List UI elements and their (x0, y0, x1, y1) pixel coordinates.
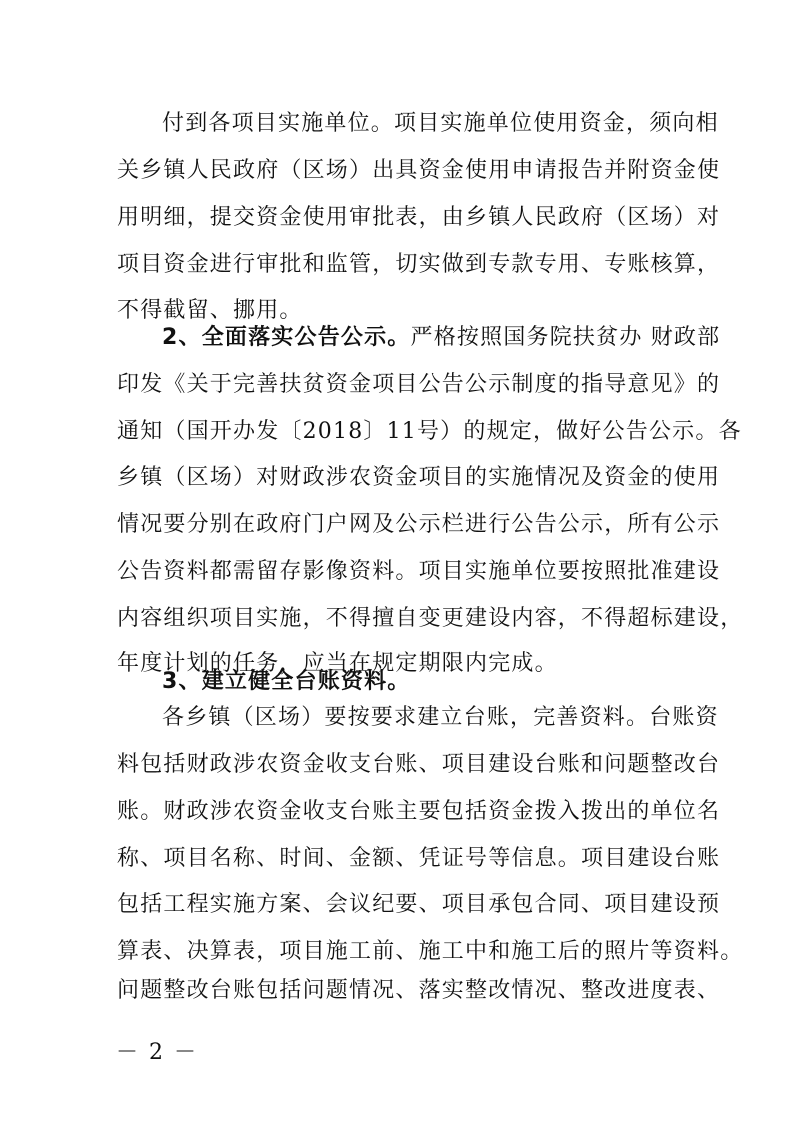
paragraph-line: 称、项目名称、时间、金额、凭证号等信息。项目建设台账 (117, 846, 721, 871)
paragraph-line: 乡镇（区场）对财政涉农资金项目的实施情况及资金的使用 (117, 465, 721, 490)
paragraph-line: 各乡镇（区场）要按要求建立台账，完善资料。台账资 (162, 705, 719, 730)
paragraph-line: 算表、决算表，项目施工前、施工中和施工后的照片等资料。 (117, 939, 744, 964)
paragraph-line: 项目资金进行审批和监管，切实做到专款专用、专账核算， (117, 252, 721, 277)
section-2-line (162, 318, 721, 358)
paragraph-line: 料包括财政涉农资金收支台账、项目建设台账和问题整改台 (117, 752, 721, 777)
paragraph-line: 印发《关于完善扶贫资金项目公告公示制度的指导意见》的 (117, 372, 721, 397)
paragraph-line: 用明细，提交资金使用审批表，由乡镇人民政府（区场）对 (117, 205, 721, 230)
paragraph-line: 问题整改台账包括问题情况、落实整改情况、整改进度表、 (117, 978, 721, 1003)
paragraph-line: 情况要分别在政府门户网及公示栏进行公告公示，所有公示 (117, 512, 721, 537)
paragraph-line: 账。财政涉农资金收支台账主要包括资金拨入拨出的单位名 (117, 799, 721, 824)
paragraph-line: 关乡镇人民政府（区场）出具资金使用申请报告并附资金使 (117, 158, 721, 183)
paragraph-line: 公告资料都需留存影像资料。项目实施单位要按照批准建设 (117, 559, 721, 584)
section-heading-3: 3、建立健全台账资料。 (162, 669, 411, 694)
paragraph-line: 付到各项目实施单位。项目实施单位使用资金，须向相 (162, 111, 719, 136)
paragraph-text: 严格按照国务院扶贫办 财政部 (410, 325, 721, 350)
paragraph-line: 年度计划的任务，应当在规定期限内完成。 (117, 651, 558, 676)
section-heading-2: 2、全面落实公告公示。 (162, 325, 411, 350)
paragraph-line: 内容组织项目实施，不得擅自变更建设内容，不得超标建设， (117, 606, 744, 631)
paragraph-line: 包括工程实施方案、会议纪要、项目承包合同、项目建设预 (117, 892, 721, 917)
paragraph-line: 不得截留、挪用。 (117, 298, 303, 323)
page-number: － 2 － (116, 1040, 198, 1065)
paragraph-line: 通知（国开办发〔2018〕11号）的规定，做好公告公示。各 (117, 419, 742, 444)
